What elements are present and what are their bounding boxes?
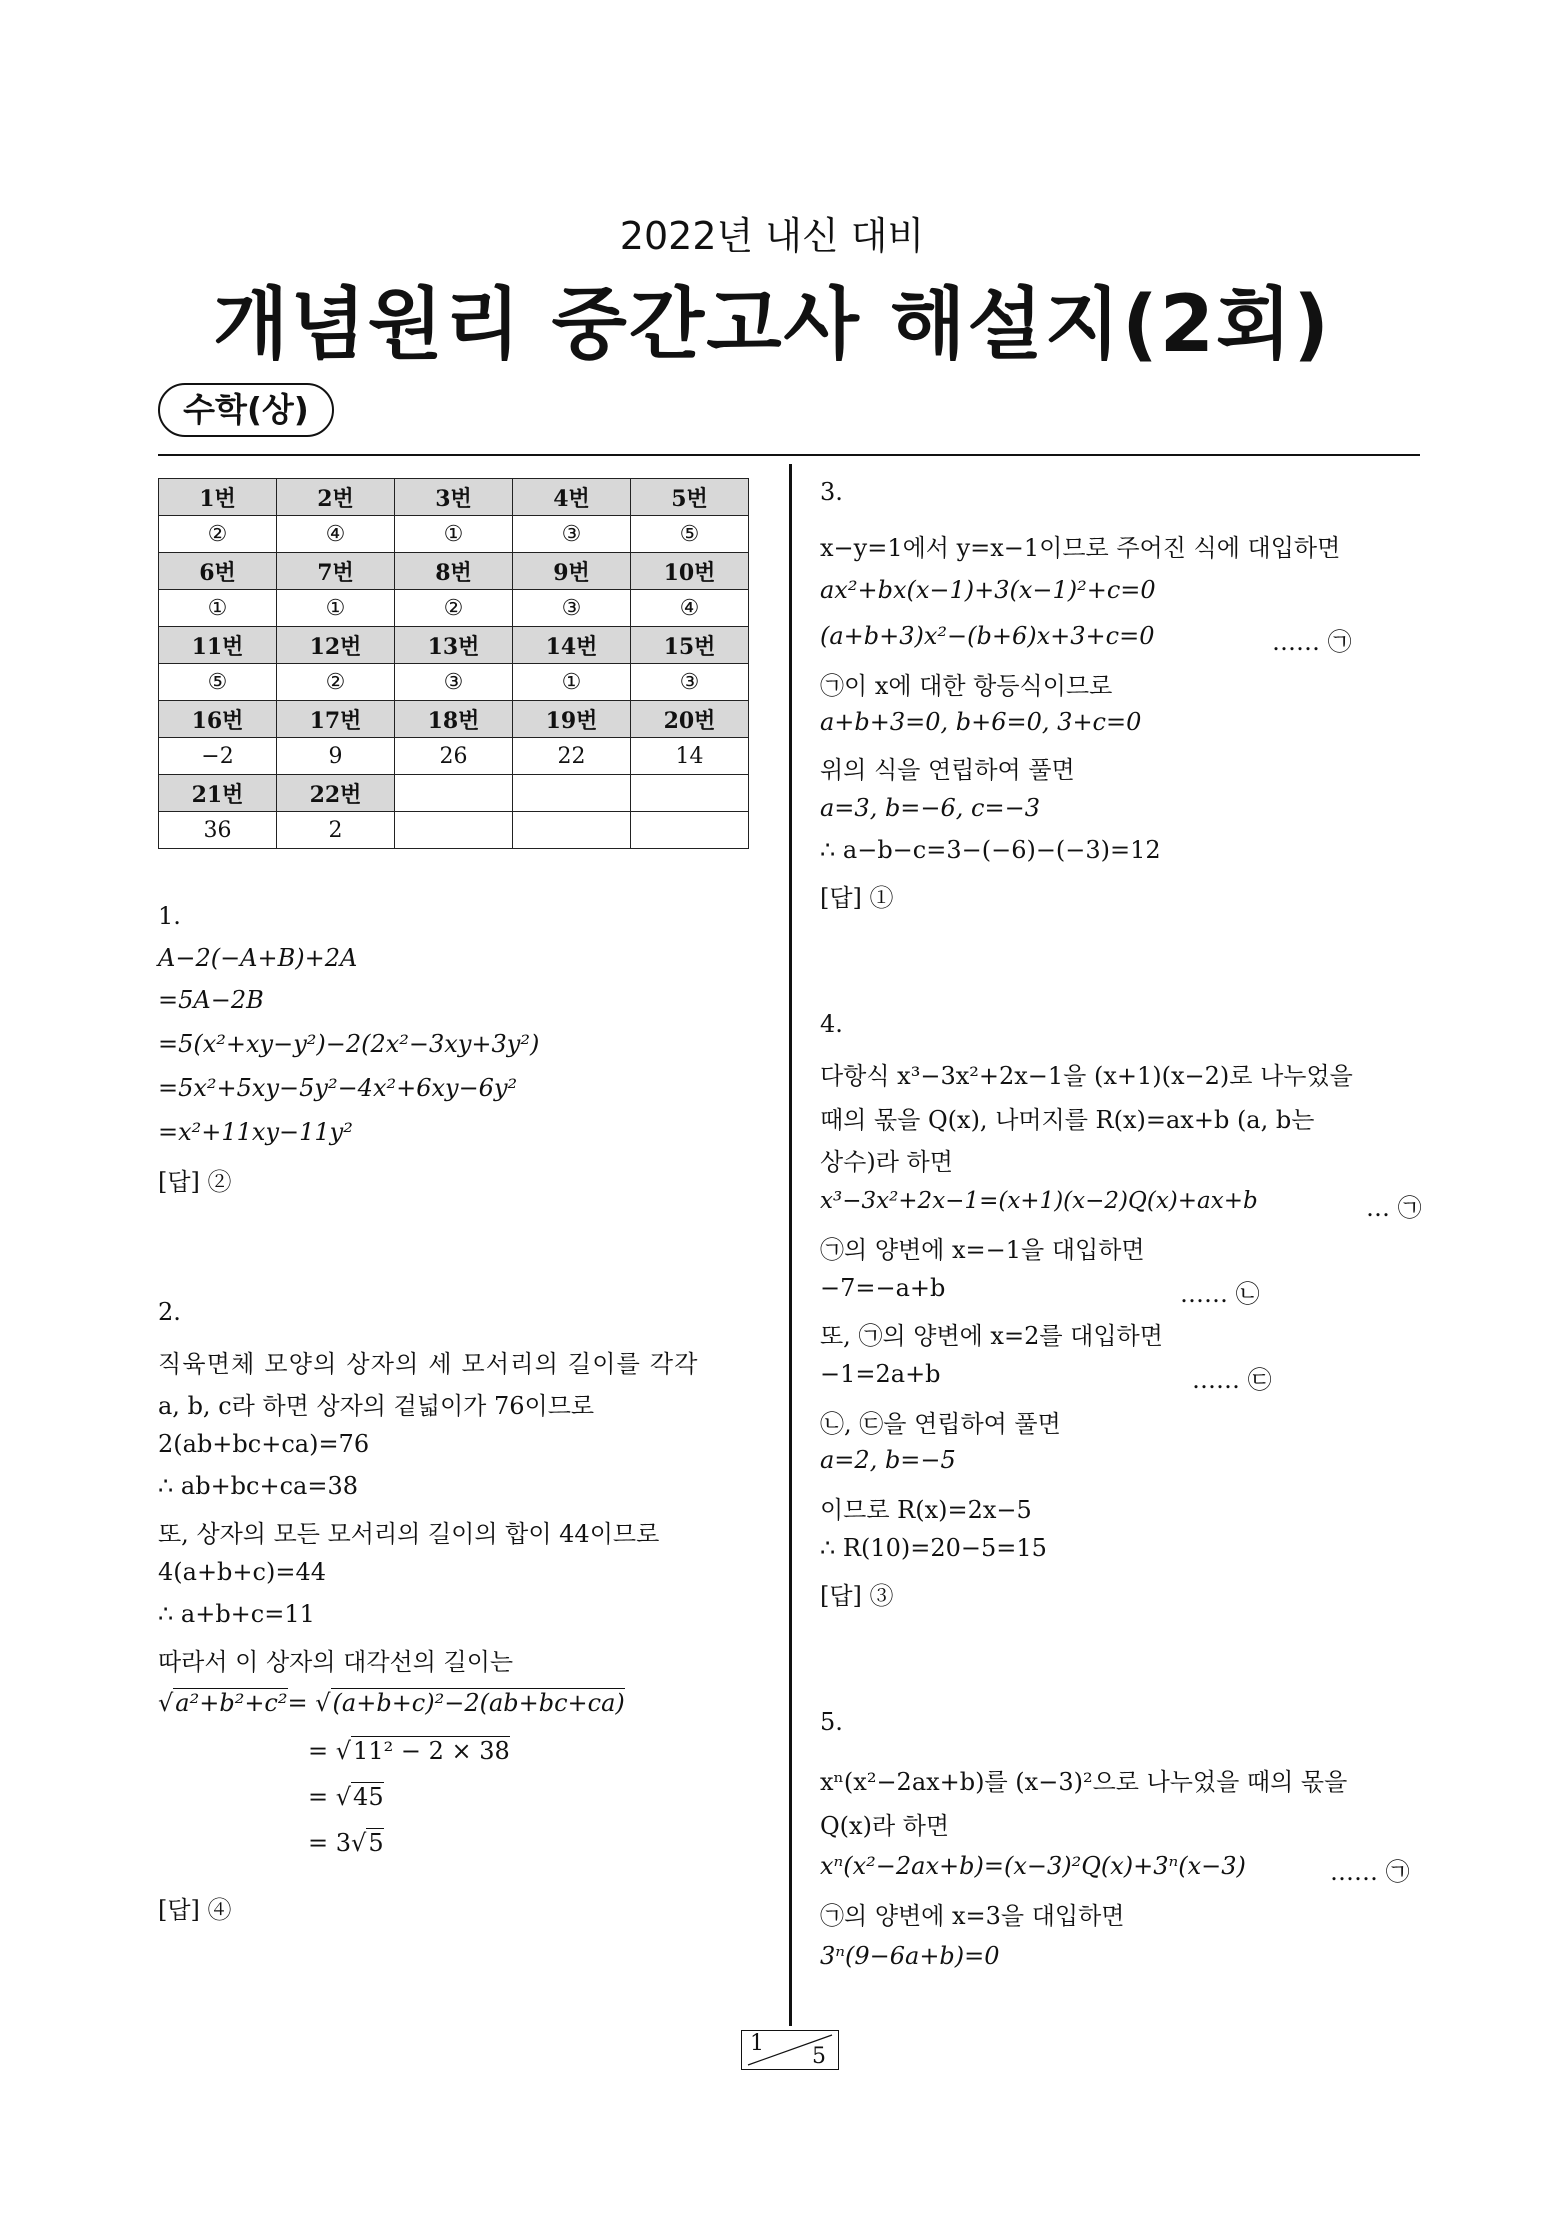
q4-line: x³−3x²+2x−1=(x+1)(x−2)Q(x)+ax+b xyxy=(820,1188,1258,1214)
table-cell: 19번 xyxy=(513,701,631,738)
table-cell: 26 xyxy=(395,738,513,775)
sqrt-icon: √ xyxy=(158,1689,174,1717)
q4-line: a=2, b=−5 xyxy=(820,1446,956,1474)
q5-mark: …… ㉠ xyxy=(1330,1858,1410,1886)
q2-equals: = xyxy=(308,1737,329,1765)
q2-line: 따라서 이 상자의 대각선의 길이는 xyxy=(158,1648,514,1676)
q1-line: =5A−2B xyxy=(158,986,264,1014)
table-cell: 14번 xyxy=(513,627,631,664)
table-row xyxy=(159,812,749,849)
q3-line: (a+b+3)x²−(b+6)x+3+c=0 xyxy=(820,622,1155,650)
table-cell xyxy=(513,775,631,812)
q2-equals: = xyxy=(308,1829,329,1857)
q3-line: ax²+bx(x−1)+3(x−1)²+c=0 xyxy=(820,576,1156,604)
table-cell: 9 xyxy=(277,738,395,775)
table-row xyxy=(159,590,749,627)
q1-line: =x²+11xy−11y² xyxy=(158,1118,353,1146)
q4-line: ∴ R(10)=20−5=15 xyxy=(820,1534,1047,1562)
sqrt-icon: √ xyxy=(351,1829,367,1857)
q3-line: ㉠이 x에 대한 항등식이므로 xyxy=(820,672,1113,700)
table-row xyxy=(159,775,749,812)
q2-step xyxy=(308,1828,384,1857)
table-cell: ② xyxy=(159,516,277,553)
q2-equals: = xyxy=(308,1783,329,1811)
table-cell xyxy=(631,775,749,812)
table-cell: ④ xyxy=(277,516,395,553)
table-cell: ① xyxy=(159,590,277,627)
q2-answer: [답] ④ xyxy=(158,1896,232,1924)
table-cell: 2 xyxy=(277,812,395,849)
q5-line: xⁿ(x²−2ax+b)=(x−3)²Q(x)+3ⁿ(x−3) xyxy=(820,1852,1246,1880)
table-cell: 36 xyxy=(159,812,277,849)
q3-line: a=3, b=−6, c=−3 xyxy=(820,794,1040,822)
q1-number: 1. xyxy=(158,902,181,930)
q2-sqrt-rhs: (a+b+c)²−2(ab+bc+ca) xyxy=(332,1689,625,1717)
table-cell: 9번 xyxy=(513,553,631,590)
q1-line: =5(x²+xy−y²)−2(2x²−3xy+3y²) xyxy=(158,1030,540,1058)
q2-equals: = xyxy=(287,1689,308,1717)
q4-answer: [답] ③ xyxy=(820,1582,894,1610)
q1-line: A−2(−A+B)+2A xyxy=(158,944,358,972)
q4-mark: … ㉠ xyxy=(1366,1194,1422,1222)
q4-line: 다항식 x³−3x²+2x−1을 (x+1)(x−2)로 나누었을 xyxy=(820,1062,1353,1090)
page-number xyxy=(741,2030,839,2070)
table-cell: ① xyxy=(277,590,395,627)
table-row xyxy=(159,627,749,664)
q2-line: ∴ ab+bc+ca=38 xyxy=(158,1472,358,1500)
table-cell: 7번 xyxy=(277,553,395,590)
q4-mark: …… ㉡ xyxy=(1180,1280,1260,1308)
table-cell: 8번 xyxy=(395,553,513,590)
table-cell: 3번 xyxy=(395,479,513,516)
table-cell xyxy=(395,812,513,849)
table-cell xyxy=(395,775,513,812)
table-cell: −2 xyxy=(159,738,277,775)
exam-subtitle: 2022년 내신 대비 xyxy=(619,214,925,258)
q4-line: 이므로 R(x)=2x−5 xyxy=(820,1496,1032,1524)
q2-step3: 45 xyxy=(353,1783,384,1811)
q2-step4-rad: 5 xyxy=(368,1829,384,1857)
column-divider xyxy=(789,464,792,2026)
table-cell: ② xyxy=(395,590,513,627)
table-cell: 11번 xyxy=(159,627,277,664)
q3-line: x−y=1에서 y=x−1이므로 주어진 식에 대입하면 xyxy=(820,534,1341,562)
q4-line: −1=2a+b xyxy=(820,1360,941,1388)
q2-line: a, b, c라 하면 상자의 겉넓이가 76이므로 xyxy=(158,1392,595,1420)
exam-title: 개념원리 중간고사 해설지(2회) xyxy=(212,280,1332,370)
q4-mark: …… ㉢ xyxy=(1192,1366,1272,1394)
table-row xyxy=(159,664,749,701)
q2-line: 2(ab+bc+ca)=76 xyxy=(158,1430,370,1458)
table-cell: ① xyxy=(395,516,513,553)
q3-answer: [답] ① xyxy=(820,884,894,912)
table-cell: 20번 xyxy=(631,701,749,738)
q4-line: −7=−a+b xyxy=(820,1274,946,1302)
q4-number: 4. xyxy=(820,1010,843,1038)
table-cell: 10번 xyxy=(631,553,749,590)
table-cell: 4번 xyxy=(513,479,631,516)
answer-table xyxy=(158,478,749,849)
q2-sqrt-line xyxy=(158,1688,625,1717)
table-row xyxy=(159,701,749,738)
table-cell: 16번 xyxy=(159,701,277,738)
sqrt-icon: √ xyxy=(335,1783,352,1811)
table-cell: 18번 xyxy=(395,701,513,738)
table-cell: 21번 xyxy=(159,775,277,812)
table-cell: ② xyxy=(277,664,395,701)
q2-line: 4(a+b+c)=44 xyxy=(158,1558,326,1586)
q1-line: =5x²+5xy−5y²−4x²+6xy−6y² xyxy=(158,1074,518,1102)
sqrt-icon: √ xyxy=(335,1737,352,1765)
q3-line: ∴ a−b−c=3−(−6)−(−3)=12 xyxy=(820,836,1161,864)
q1-answer: [답] ② xyxy=(158,1168,232,1196)
q3-line: 위의 식을 연립하여 풀면 xyxy=(820,756,1075,784)
table-row xyxy=(159,516,749,553)
table-cell xyxy=(631,812,749,849)
table-cell: ⑤ xyxy=(631,516,749,553)
table-cell: ③ xyxy=(631,664,749,701)
q2-step2: 11² − 2 × 38 xyxy=(353,1737,510,1765)
subject-badge: 수학(상) xyxy=(158,383,334,437)
page-current: 1 xyxy=(750,2031,764,2056)
table-cell: 1번 xyxy=(159,479,277,516)
q4-line: 때의 몫을 Q(x), 나머지를 R(x)=ax+b (a, b는 xyxy=(820,1106,1315,1134)
table-cell: 14 xyxy=(631,738,749,775)
table-cell: 5번 xyxy=(631,479,749,516)
q2-sqrt-lhs: a²+b²+c² xyxy=(175,1689,288,1717)
table-row xyxy=(159,738,749,775)
q2-line: 직육면체 모양의 상자의 세 모서리의 길이를 각각 xyxy=(158,1350,699,1378)
header-rule xyxy=(158,454,1420,456)
sqrt-icon: √ xyxy=(315,1689,331,1717)
table-cell: ⑤ xyxy=(159,664,277,701)
q5-number: 5. xyxy=(820,1708,843,1736)
table-row xyxy=(159,553,749,590)
table-cell: 22 xyxy=(513,738,631,775)
q4-line: ㉠의 양변에 x=−1을 대입하면 xyxy=(820,1236,1145,1264)
q3-mark: …… ㉠ xyxy=(1272,628,1352,656)
table-cell: ③ xyxy=(513,590,631,627)
table-cell: 15번 xyxy=(631,627,749,664)
table-cell: 22번 xyxy=(277,775,395,812)
table-row xyxy=(159,479,749,516)
table-cell: ③ xyxy=(395,664,513,701)
q2-step4-coef: 3 xyxy=(335,1829,352,1857)
q5-line: ㉠의 양변에 x=3을 대입하면 xyxy=(820,1902,1125,1930)
table-cell: ③ xyxy=(513,516,631,553)
table-cell: ① xyxy=(513,664,631,701)
q5-line: Q(x)라 하면 xyxy=(820,1812,950,1840)
page-total: 5 xyxy=(812,2044,826,2069)
q4-line: 또, ㉠의 양변에 x=2를 대입하면 xyxy=(820,1322,1163,1350)
q2-number: 2. xyxy=(158,1298,181,1326)
q2-step xyxy=(308,1782,384,1811)
q2-line: ∴ a+b+c=11 xyxy=(158,1600,315,1628)
q3-number: 3. xyxy=(820,478,843,506)
table-cell: 2번 xyxy=(277,479,395,516)
table-cell: 6번 xyxy=(159,553,277,590)
q4-line: 상수)라 하면 xyxy=(820,1148,953,1176)
q4-line: ㉡, ㉢을 연립하여 풀면 xyxy=(820,1410,1061,1438)
table-cell xyxy=(513,812,631,849)
table-cell: 12번 xyxy=(277,627,395,664)
q2-step xyxy=(308,1736,510,1765)
q5-line: 3ⁿ(9−6a+b)=0 xyxy=(820,1942,1000,1970)
q2-line: 또, 상자의 모든 모서리의 길이의 합이 44이므로 xyxy=(158,1520,660,1548)
table-cell: ④ xyxy=(631,590,749,627)
table-cell: 17번 xyxy=(277,701,395,738)
q5-line: xⁿ(x²−2ax+b)를 (x−3)²으로 나누었을 때의 몫을 xyxy=(820,1768,1348,1796)
q3-line: a+b+3=0, b+6=0, 3+c=0 xyxy=(820,708,1142,736)
table-cell: 13번 xyxy=(395,627,513,664)
